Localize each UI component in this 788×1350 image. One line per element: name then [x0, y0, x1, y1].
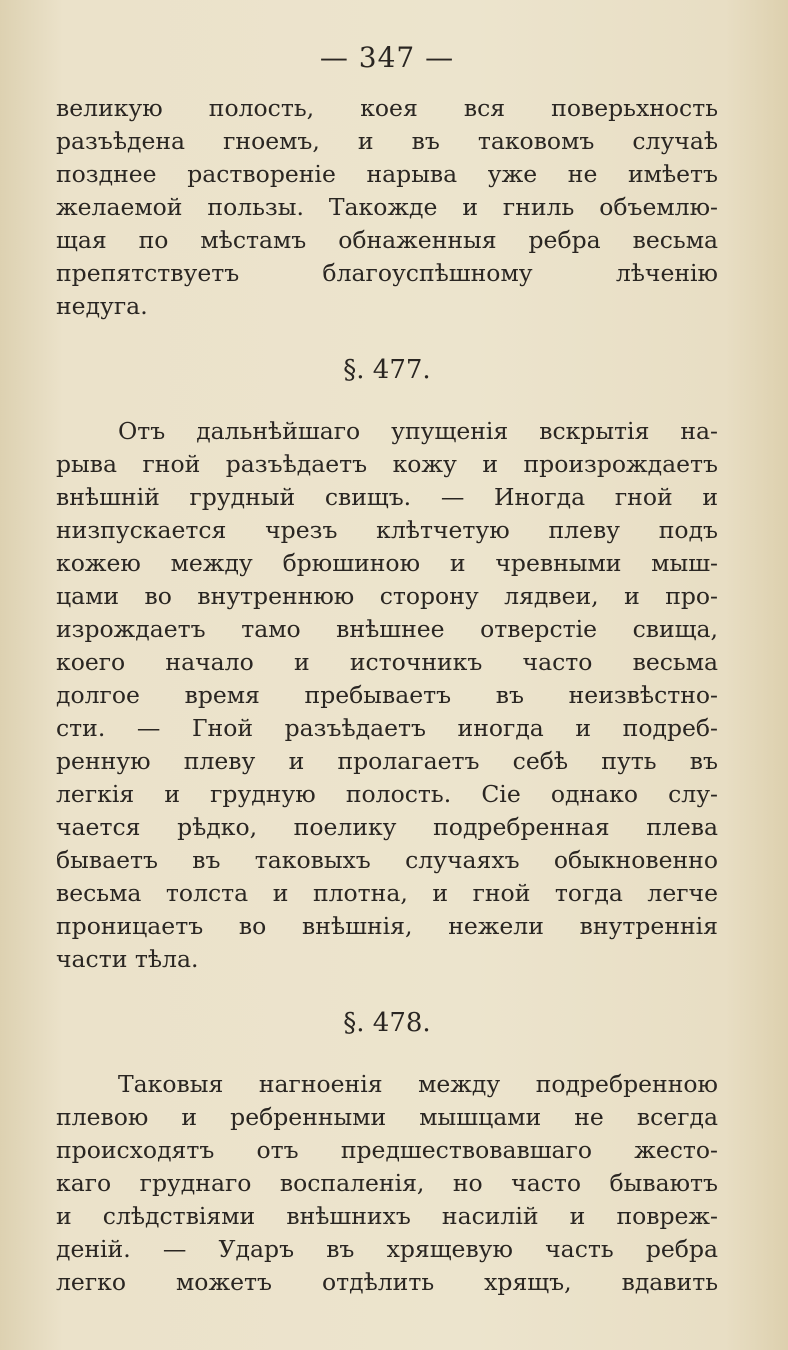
text-line: изрождаетъ тамо внѣшнее отверстіе свища,: [56, 615, 718, 643]
text-line: плевою и ребренными мышцами не всегда: [56, 1103, 718, 1131]
paragraph-continuation: [56, 92, 718, 323]
text-line: внѣшній грудный свищъ. — Иногда гной и: [56, 483, 718, 511]
text-line: низпускается чрезъ клѣтчетую плеву подъ: [56, 516, 718, 544]
paragraph-478: [56, 1068, 718, 1299]
text-line: бываетъ въ таковыхъ случаяхъ обыкновенно: [56, 846, 718, 874]
text-line: препятствуетъ благоуспѣшному лѣченію: [56, 259, 718, 287]
text-line: цами во внутреннюю сторону лядвеи, и про-: [56, 582, 718, 610]
text-line: каго груднаго воспаленія, но часто бываютъ: [56, 1169, 718, 1197]
text-line: чается рѣдко, поелику подребренная плева: [56, 813, 718, 841]
text-line: щая по мѣстамъ обнаженныя ребра весьма: [56, 226, 718, 254]
text-line: деній. — Ударъ въ хрящевую часть ребра: [56, 1235, 718, 1263]
text-line: разъѣдена гноемъ, и въ таковомъ случаѣ: [56, 127, 718, 155]
text-line: позднее раствореніе нарыва уже не имѣетъ: [56, 160, 718, 188]
text-line: проницаетъ во внѣшнія, нежели внутреннія: [56, 912, 718, 940]
text-line: рыва гной разъѣдаетъ кожу и произрождаетъ: [56, 450, 718, 478]
text-line: сти. — Гной разъѣдаетъ иногда и подреб-: [56, 714, 718, 742]
text-line: происходятъ отъ предшествовавшаго жесто-: [56, 1136, 718, 1164]
text-line: части тѣла.: [56, 945, 199, 973]
text-line: кожею между брюшиною и чревными мыш-: [56, 549, 718, 577]
page-number: — 347 —: [319, 41, 455, 74]
text-line: коего начало и источникъ часто весьма: [56, 648, 718, 676]
text-line: ренную плеву и пролагаетъ себѣ путь въ: [56, 747, 718, 775]
text-line: долгое время пребываетъ въ неизвѣстно-: [56, 681, 718, 709]
text-line: Отъ дальнѣйшаго упущенія вскрытія на-: [118, 417, 718, 445]
text-line: желаемой пользы. Такожде и гниль объемлю-: [56, 193, 718, 221]
text-line: легко можетъ отдѣлить хрящъ, вдавить: [56, 1268, 718, 1296]
paragraph-477: [56, 415, 718, 976]
text-line: Таковыя нагноенія между подребренною: [118, 1070, 718, 1098]
text-line: весьма толста и плотна, и гной тогда легче: [56, 879, 718, 907]
text-line: великую полость, коея вся поверьхность: [56, 94, 718, 122]
section-heading-478: §. 478.: [343, 1008, 431, 1038]
text-line: легкія и грудную полость. Сіе однако слу-: [56, 780, 718, 808]
section-heading-477: §. 477.: [343, 355, 431, 385]
text-line: и слѣдствіями внѣшнихъ насилій и повреж-: [56, 1202, 718, 1230]
text-line: недуга.: [56, 292, 148, 320]
